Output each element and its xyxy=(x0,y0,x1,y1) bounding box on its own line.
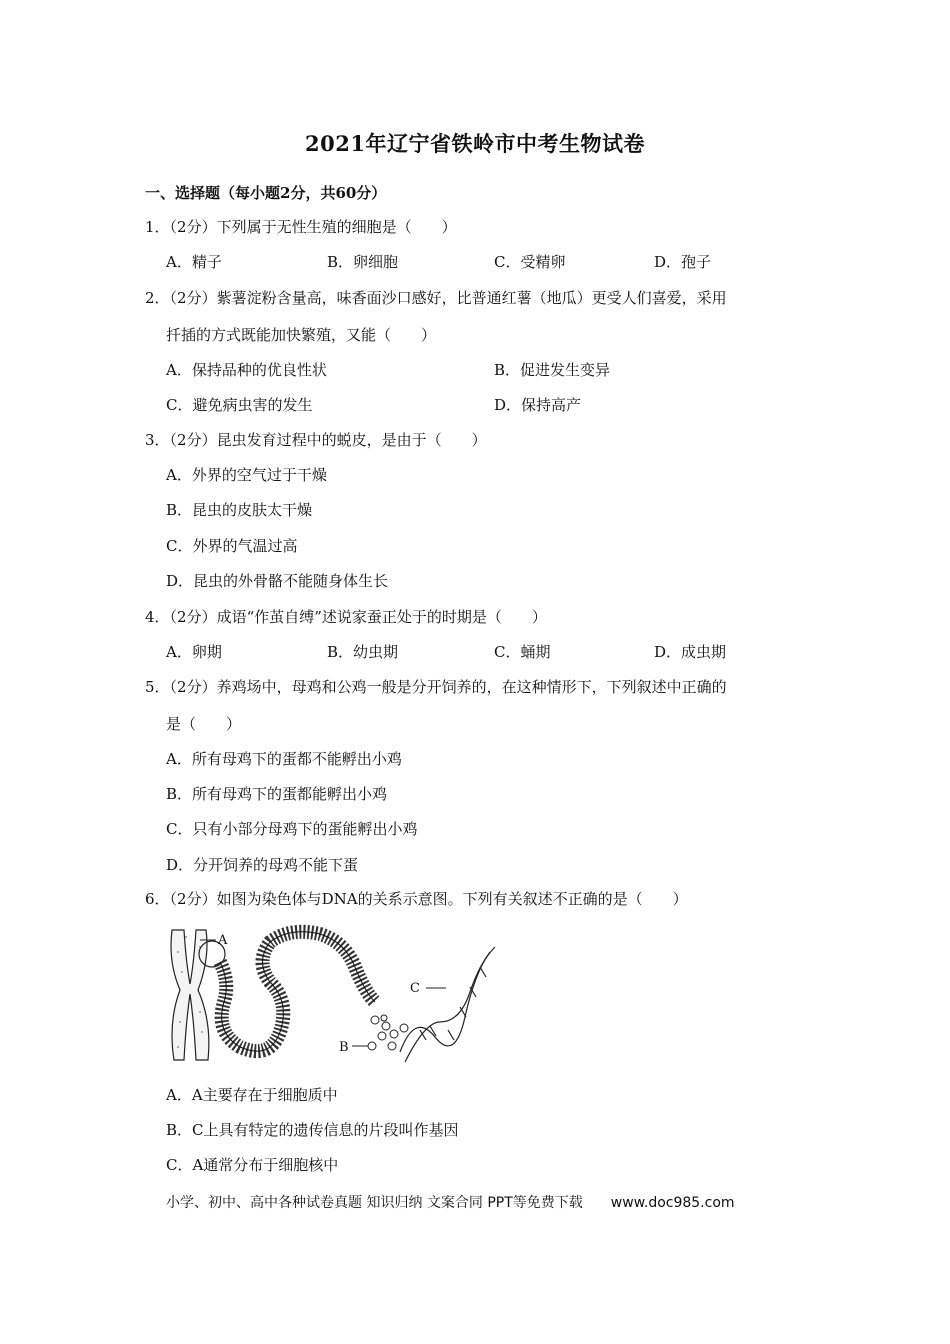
q3-option-d: D．昆虫的外骨骼不能随身体生长 xyxy=(166,572,389,590)
page-title: 2021年辽宁省铁岭市中考生物试卷 xyxy=(305,131,645,156)
q1-option-b: B．卵细胞 xyxy=(327,253,399,271)
q5-option-b: B．所有母鸡下的蛋都能孵出小鸡 xyxy=(166,785,388,803)
q1-option-d: D．孢子 xyxy=(654,253,712,271)
question-5-text: 5．（2分）养鸡场中，母鸡和公鸡一般是分开饲养的，在这种情形下，下列叙述中正确的 xyxy=(145,678,727,696)
label-c: C xyxy=(410,981,420,996)
q4-option-a: A．卵期 xyxy=(166,643,222,661)
question-3-text: 3．（2分）昆虫发育过程中的蜕皮，是由于（ ） xyxy=(145,431,487,449)
q6-option-c: C．A通常分布于细胞核中 xyxy=(166,1156,339,1174)
question-4-text: 4．（2分）成语“作茧自缚”述说家蚕正处于的时期是（ ） xyxy=(145,608,547,626)
chromatin-coil xyxy=(220,932,375,1051)
chromosome-dna-diagram xyxy=(160,922,500,1067)
question-6-text: 6．（2分）如图为染色体与DNA的关系示意图。下列有关叙述不正确的是（ ） xyxy=(145,890,688,908)
question-2-text-cont: 扦插的方式既能加快繁殖，又能（ ） xyxy=(166,326,437,344)
q2-option-d: D．保持高产 xyxy=(494,396,582,414)
q3-option-a: A．外界的空气过于干燥 xyxy=(166,466,327,484)
q2-option-a: A．保持品种的优良性状 xyxy=(166,361,327,379)
footer-text: 小学、初中、高中各种试卷真题 知识归纳 文案合同 PPT等免费下载 xyxy=(166,1195,583,1211)
q2-option-b: B．促进发生变异 xyxy=(494,361,611,379)
q5-option-c: C．只有小部分母鸡下的蛋能孵出小鸡 xyxy=(166,820,418,838)
q1-option-c: C．受精卵 xyxy=(494,253,566,271)
q6-option-a: A．A主要存在于细胞质中 xyxy=(166,1086,338,1104)
label-b: B xyxy=(339,1040,349,1055)
q4-option-d: D．成虫期 xyxy=(654,643,727,661)
question-2-text: 2．（2分）紫薯淀粉含量高，味香面沙口感好，比普通红薯（地瓜）更受人们喜爱，采用 xyxy=(145,289,727,307)
label-a: A xyxy=(218,933,228,948)
dna-helix xyxy=(400,947,495,1062)
q3-option-c: C．外界的气温过高 xyxy=(166,537,298,555)
q4-option-c: C．蛹期 xyxy=(494,643,551,661)
q3-option-b: B．昆虫的皮肤太干燥 xyxy=(166,501,313,519)
question-1-text: 1．（2分）下列属于无性生殖的细胞是（ ） xyxy=(145,218,457,236)
page-footer xyxy=(166,1192,735,1212)
q4-option-b: B．幼虫期 xyxy=(327,643,399,661)
q5-option-d: D．分开饲养的母鸡不能下蛋 xyxy=(166,856,359,874)
footer-url-link[interactable]: www.doc985.com xyxy=(610,1195,735,1211)
question-5-text-cont: 是（ ） xyxy=(166,715,242,733)
section-heading: 一、选择题（每小题2分，共60分） xyxy=(145,184,387,202)
chromosome-shape xyxy=(171,930,209,1060)
q1-option-a: A．精子 xyxy=(166,253,222,271)
nucleosome-beads xyxy=(368,1015,408,1050)
q6-option-b: B．C上具有特定的遗传信息的片段叫作基因 xyxy=(166,1121,459,1139)
q5-option-a: A．所有母鸡下的蛋都不能孵出小鸡 xyxy=(166,750,402,768)
q2-option-c: C．避免病虫害的发生 xyxy=(166,396,313,414)
